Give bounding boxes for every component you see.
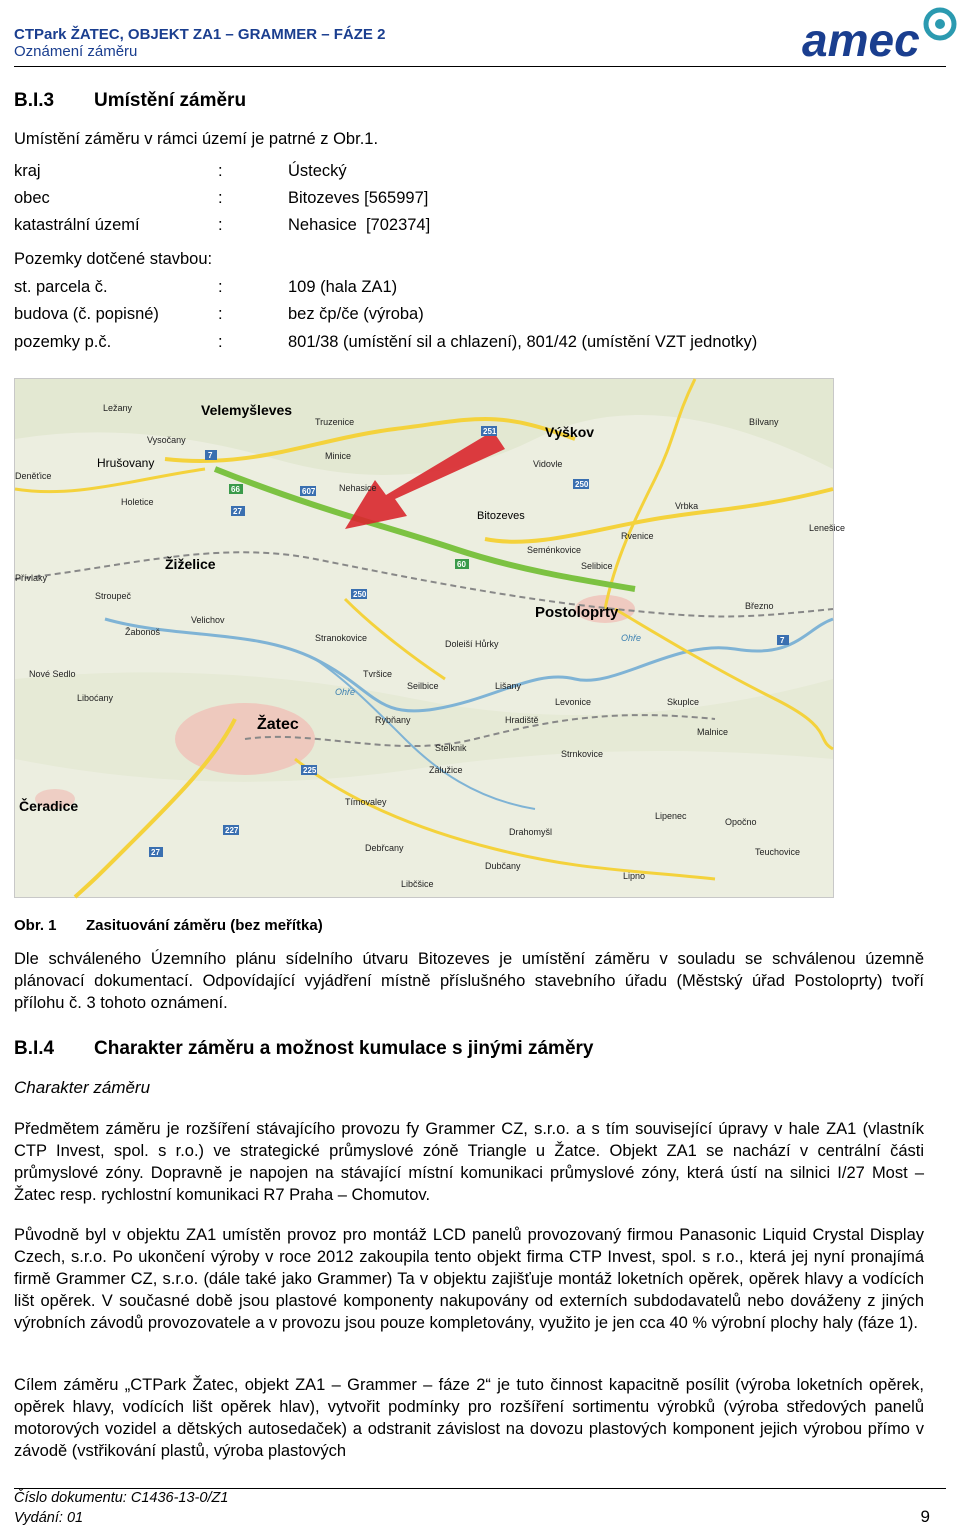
map-town: Vrbka	[675, 501, 699, 511]
section-number-b14: B.I.4	[14, 1038, 55, 1059]
map-town: Stranokovice	[315, 633, 368, 643]
header-rule	[14, 66, 946, 67]
row-sep: :	[218, 216, 223, 234]
map-town: Seilbice	[407, 681, 439, 691]
road-number: 250	[353, 590, 367, 599]
map-town: Minice	[325, 451, 352, 461]
map-town: Holetice	[121, 497, 154, 507]
map-town: Lipenec	[655, 811, 687, 821]
subsection-title: Charakter záměru	[14, 1078, 151, 1097]
row-sep: :	[218, 189, 223, 207]
map-town-major: Hrušovany	[97, 456, 155, 470]
road-number: 250	[575, 480, 589, 489]
row-label: obec	[14, 189, 50, 207]
map-town-major: Žiželice	[165, 556, 216, 572]
row-label: budova (č. popisné)	[14, 305, 159, 323]
map-town-major: Velemyšleves	[201, 402, 293, 418]
figure-caption: Zasituování záměru (bez meřítka)	[86, 917, 323, 934]
map-town-major: Žatec	[257, 716, 299, 733]
map-town-major: Postoloprty	[535, 604, 619, 621]
map-town: Žabonoš	[125, 627, 161, 637]
map-town: Ležany	[103, 403, 133, 413]
map-town: Nehasice	[339, 483, 377, 493]
map-town: Hradiště	[505, 715, 539, 725]
map-town: Velichov	[191, 615, 225, 625]
map-town: Tímovaley	[345, 797, 387, 807]
road-number: 227	[225, 826, 239, 835]
section-title-b14: Charakter záměru a možnost kumulace s jinými záměry	[94, 1038, 594, 1059]
map-town: Vidovle	[533, 459, 563, 469]
map-town: Drahomyšl	[509, 827, 553, 837]
river-label: Ohře	[335, 687, 356, 697]
row-value: 801/38 (umístění sil a chlazení), 801/42 (umístění VZT jednotky)	[288, 333, 758, 351]
paragraph: Předmětem záměru je rozšíření stávajícího provozu fy Grammer CZ, s.r.o. a s tím související úpravy v hale ZA1 (vlastník CTP Invest, spol. s r.o.) ve strategické průmyslové zóně Triangle u Žatce. Objekt ZA1 se nachází v centrální části průmyslové zóny. Dopravně je napojen na stávající místní komunikaci průmyslové zóny, která ústí na silnici I/27 Most – Žatec resp. rychlostní komunikaci R7 Praha – Chomutov.	[14, 1120, 924, 1204]
road-number: 66	[231, 485, 240, 494]
map-town: Liboćany	[77, 693, 114, 703]
row-sep: :	[218, 333, 223, 351]
row-value: 109 (hala ZA1)	[288, 278, 398, 296]
road-number: 607	[302, 487, 316, 496]
map-town: Strnkovice	[561, 749, 604, 759]
map-town: Teuchovice	[755, 847, 801, 857]
map-town: Selibice	[581, 561, 613, 571]
section-title-b13: Umístění záměru	[94, 90, 247, 111]
map-town: Rybňany	[375, 715, 411, 725]
row-sep: :	[218, 162, 223, 180]
road-number: 60	[457, 560, 466, 569]
map-town: Levonice	[555, 697, 592, 707]
road-number: 27	[151, 848, 160, 857]
river-label: Ohře	[621, 633, 642, 643]
map-town: Dubčany	[485, 861, 521, 871]
row-sep: :	[218, 305, 223, 323]
svg-text:amec: amec	[802, 14, 920, 66]
road-number: 7	[780, 636, 785, 645]
map-town: Opočno	[725, 817, 757, 827]
row-label: kraj	[14, 162, 41, 180]
map-town: Nové Sedlo	[29, 669, 76, 679]
footer-rule	[14, 1488, 946, 1489]
map-town: Rvenice	[621, 531, 654, 541]
plots-heading: Pozemky dotčené stavbou:	[14, 250, 213, 268]
map-town: Malnice	[697, 727, 729, 737]
map-town: Bílvany	[749, 417, 779, 427]
row-label: katastrální území	[14, 216, 140, 234]
header-subtitle: Oznámení záměru	[14, 43, 138, 60]
paragraph: Dle schváleného Územního plánu sídelního útvaru Bitozeves je umístění záměru v souladu se schválenou územně plánovací dokumentací. Odpovídající vyjádření místně příslušného stavebního úřadu (Městský úřad Postoloprty) tvoří přílohu č. 3 tohoto oznámení.	[14, 950, 924, 1012]
row-label: pozemky p.č.	[14, 333, 112, 351]
header-title: CTPark ŽATEC, OBJEKT ZA1 – GRAMMER – FÁZE 2	[14, 26, 386, 43]
footer-issue: Vydání: 01	[14, 1510, 84, 1526]
row-value: bez čp/če (výroba)	[288, 305, 424, 323]
road-number: 225	[303, 766, 317, 775]
paragraph: Cílem záměru „CTPark Žatec, objekt ZA1 – Grammer – fáze 2“ je tuto činnost kapacitně posílit (výroba loketních opěrek, opěrek hlavy, vodících lišt opěrek hlav), vytvořit podmínky pro rozšíření sortimentu výrobků (výroba středových panelů motorových vozidel a dětských autosedaček) a odstranit závislost na dovozu plastových komponent jejich výrobou přímo v závodě (vstřikování plastů, výroba plastových	[14, 1376, 924, 1460]
map-town-major: Výškov	[545, 424, 595, 440]
amec-logo	[800, 4, 958, 66]
map-town: Lipno	[623, 871, 646, 881]
road-number: 251	[483, 427, 497, 436]
row-value: Nehasice [702374]	[288, 216, 431, 234]
section-number-b13: B.I.3	[14, 90, 55, 111]
map-town: Debřcany	[365, 843, 404, 853]
row-label: st. parcela č.	[14, 278, 108, 296]
row-value: Bitozeves [565997]	[288, 189, 429, 207]
map-town-major: Bitozeves	[477, 510, 525, 522]
map-town: Tvršice	[363, 669, 392, 679]
road-number: 7	[208, 451, 213, 460]
map-town: Zálužice	[429, 765, 463, 775]
map-town: Stelknik	[435, 743, 467, 753]
location-map	[14, 378, 846, 898]
map-town-major: Čeradice	[19, 798, 79, 814]
map-town: Vysočany	[147, 435, 186, 445]
road-number: 27	[233, 507, 242, 516]
paragraph: Původně byl v objektu ZA1 umístěn provoz pro montáž LCD panelů provozovaný firmou Panasonic Liquid Crystal Display Czech, s.r.o. Po ukončení výroby v roce 2012 zakoupila tento objekt firma CTP Invest, spol. s r.o., která jej nyní pronajímá firmě Grammer CZ, s.r.o. (dále také jako Grammer) Ta v objektu zajišťuje montáž loketních opěrek, opěrek hlavy a vodících lišt opěrek. V současné době jsou plastové komponenty nakupovány od externích subdodavatelů nebo dováženy z jiných výrobních závodů provozovatele a v provozu jsou pouze kompletovány, využito je jen cca 40 % výrobní plochy haly (fáze 1).	[14, 1226, 924, 1332]
map-town: Stroupeč	[95, 591, 132, 601]
section-intro: Umístění záměru v rámci území je patrné z Obr.1.	[14, 130, 379, 148]
map-town: Libčšice	[401, 879, 434, 889]
row-sep: :	[218, 278, 223, 296]
map-town: Lenešice	[809, 523, 846, 533]
map-town: Přívlaky	[15, 573, 48, 583]
map-town: Deněťice	[15, 471, 52, 481]
row-value: Ústecký	[288, 162, 347, 180]
map-town: Doleiší Hůrky	[445, 639, 499, 649]
footer-doc-number: Číslo dokumentu: C1436-13-0/Z1	[14, 1490, 229, 1506]
figure-label: Obr. 1	[14, 917, 57, 934]
map-town: Lišany	[495, 681, 522, 691]
page-number: 9	[920, 1507, 930, 1526]
map-town: Březno	[745, 601, 774, 611]
map-town: Seménkovice	[527, 545, 582, 555]
map-town: Skuplce	[667, 697, 700, 707]
map-town: Truzenice	[315, 417, 355, 427]
